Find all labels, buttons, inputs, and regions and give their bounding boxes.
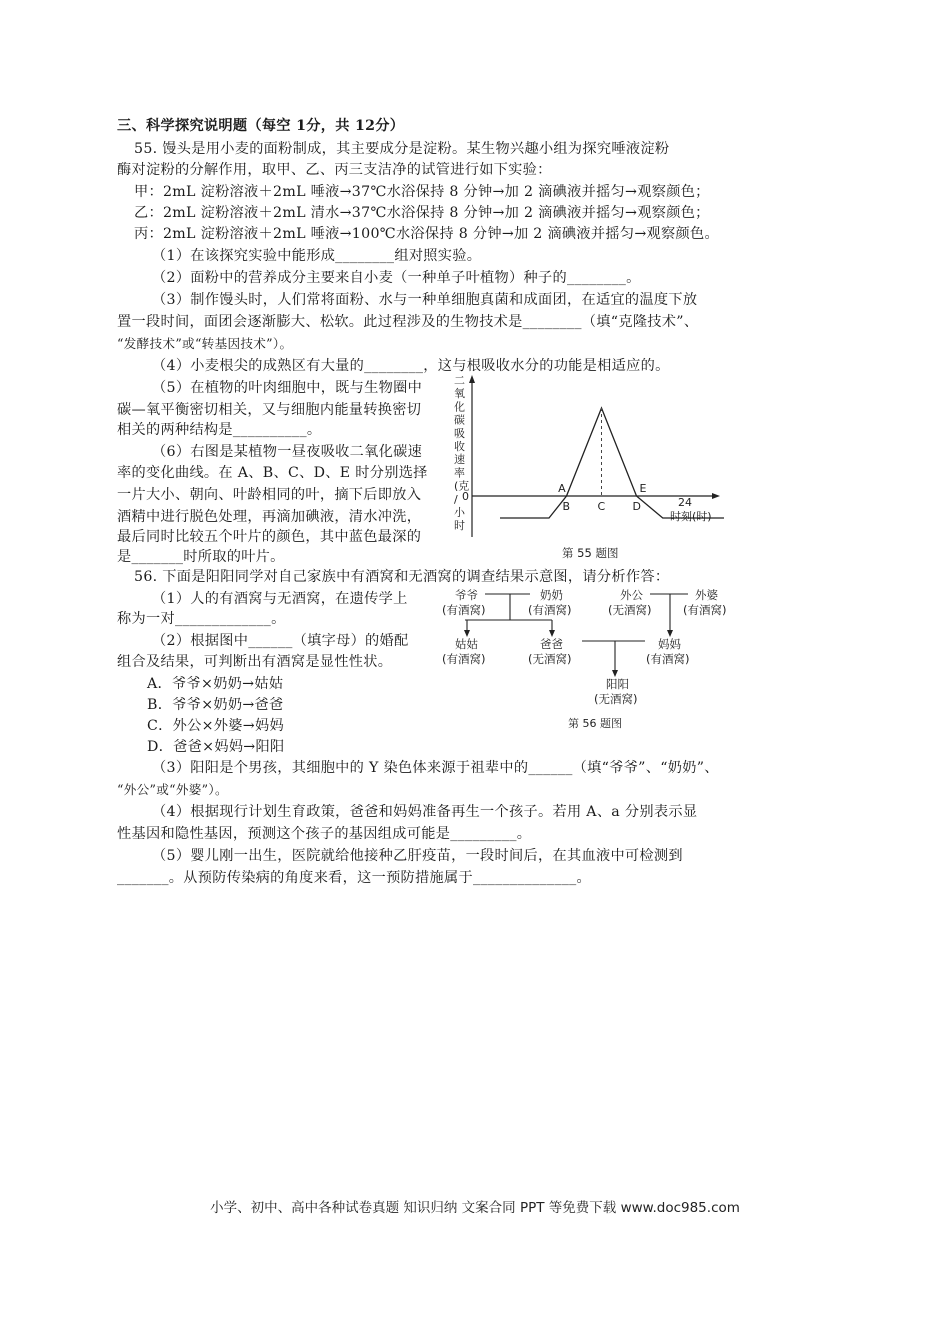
point-label-D: D — [632, 500, 641, 513]
q55-sub6-a: （6）右图是某植物一昼夜吸收二氧化碳速 — [152, 444, 423, 460]
q56-sub4-b: 性基因和隐性基因，预测这个孩子的基因组成可能是_________。 — [117, 826, 532, 842]
y-label-char: 时 — [454, 519, 465, 533]
q55-sub6-e: 最后同时比较五个叶片的颜色，其中蓝色最深的 — [117, 529, 422, 545]
q55-sub6-b: 率的变化曲线。在 A、B、C、D、E 时分别选择 — [117, 465, 428, 481]
q55-sub1: （1）在该探究实验中能形成________组对照实验。 — [152, 248, 482, 264]
q55-sub2: （2）面粉中的营养成分主要来自小麦（一种单子叶植物）种子的________。 — [152, 270, 641, 286]
q56-sub4-a: （4）根据现行计划生育政策，爸爸和妈妈准备再生一个孩子。若用 A、a 分别表示显 — [152, 804, 698, 820]
waigong-trait: (无酒窝) — [608, 603, 652, 617]
y-label-char: 吸 — [454, 426, 465, 440]
waipo-name: 外婆 — [695, 588, 718, 602]
q56-sub3-b: “外公”或“外婆”）。 — [117, 782, 228, 797]
figure-55-caption: 第 55 题图 — [562, 546, 619, 560]
y-label-char: 氧 — [454, 387, 465, 401]
y-label-char: (克 — [454, 479, 470, 493]
q56-line-1: 56. 下面是阳阳同学对自己家族中有酒窝和无酒窝的调查结果示意图，请分析作答： — [134, 569, 670, 585]
q55-sub6-f: 是_______时所取的叶片。 — [117, 549, 285, 565]
q55-sub4: （4）小麦根尖的成熟区有大量的________，这与根吸收水分的功能是相适应的。 — [152, 358, 670, 374]
mama-name: 妈妈 — [658, 637, 681, 651]
point-label-B: B — [562, 500, 571, 513]
point-label-E: E — [639, 482, 647, 495]
q56-sub3-a: （3）阳阳是个男孩，其细胞中的 Y 染色体来源于祖辈中的______（填“爷爷”、“奶奶”、 — [152, 760, 719, 776]
y-label-char: 率 — [454, 466, 465, 480]
q55-sub3-c: “发酵技术”或“转基因技术”）。 — [117, 336, 293, 351]
waigong-name: 外公 — [620, 588, 643, 602]
q56-sub2-b: 组合及结果，可判断出有酒窝是显性性状。 — [117, 654, 393, 670]
co2-rate-chart — [450, 372, 730, 562]
q55-jia: 甲：2mL 淀粉溶液＋2mL 唾液→37℃水浴保持 8 分钟→加 2 滴碘液并摇匀→观察颜色； — [134, 184, 710, 200]
y-label-char: / — [454, 492, 458, 506]
y-label-char: 收 — [454, 440, 465, 453]
nainai-name: 奶奶 — [540, 588, 563, 602]
x-axis-label: 时刻(时) — [670, 510, 712, 523]
q55-sub3-b: 置一段时间，面团会逐渐膨大、松软。此过程涉及的生物技术是________（填“克隆技术”、 — [117, 314, 699, 330]
q55-sub6-d: 酒精中进行脱色处理，再滴加碘液，清水冲洗， — [117, 509, 422, 525]
q55-sub3-a: （3）制作馒头时，人们常将面粉、水与一种单细胞真菌和成面团，在适宜的温度下放 — [152, 292, 698, 308]
q56-sub1-a: （1）人的有酒窝与无酒窝，在遗传学上 — [152, 591, 408, 607]
q56-option-d: D．爸爸×妈妈→阳阳 — [147, 739, 285, 755]
waipo-trait: (有酒窝) — [683, 603, 727, 617]
yeye-trait: (有酒窝) — [442, 603, 486, 617]
yangyang-name: 阳阳 — [606, 677, 629, 691]
gugu-name: 姑姑 — [455, 637, 478, 651]
figure-56-caption: 第 56 题图 — [568, 717, 622, 730]
y-axis-label — [454, 374, 469, 532]
arrow-yangyang — [612, 670, 618, 677]
q56-sub1-b: 称为一对_____________。 — [117, 611, 286, 627]
footer-text: 小学、初中、高中各种试卷真题 知识归纳 文案合同 PPT 等免费下载 www.doc985.com — [210, 1200, 740, 1216]
q56-sub5-b: _______。从预防传染病的角度来看，这一预防措施属于______________。 — [117, 870, 591, 886]
q56-sub2-a: （2）根据图中______（填字母）的婚配 — [152, 633, 409, 649]
q55-line-1: 55. 馒头是用小麦的面粉制成，其主要成分是淀粉。某生物兴趣小组为探究唾液淀粉 — [134, 141, 670, 157]
x-axis-arrow — [712, 493, 720, 499]
point-label-C: C — [597, 500, 606, 513]
arrow-baba — [549, 630, 555, 637]
q56-option-a: A．爷爷×奶奶→姑姑 — [147, 676, 284, 692]
q55-sub5-a: （5）在植物的叶肉细胞中，既与生物圈中 — [152, 380, 423, 396]
yangyang-trait: (无酒窝) — [594, 692, 638, 706]
q55-yi: 乙：2mL 淀粉溶液＋2mL 清水→37℃水浴保持 8 分钟→加 2 滴碘液并摇匀→观察颜色； — [134, 205, 710, 221]
gugu-trait: (有酒窝) — [442, 652, 486, 666]
origin-label: 0 — [462, 490, 469, 503]
x-end-label: 24 — [678, 496, 692, 509]
q55-bing: 丙：2mL 淀粉溶液＋2mL 唾液→100℃水浴保持 8 分钟→加 2 滴碘液并摇匀→观察颜色。 — [134, 226, 719, 242]
y-label-char: 小 — [454, 506, 465, 519]
figure-55 — [450, 372, 730, 562]
q56-sub5-a: （5）婴儿刚一出生，医院就给他接种乙肝疫苗，一段时间后，在其血液中可检测到 — [152, 848, 683, 864]
y-label-char: 二 — [454, 374, 465, 387]
y-axis-arrow — [469, 375, 475, 383]
yeye-name: 爷爷 — [455, 588, 478, 602]
arrow-gugu — [464, 630, 470, 637]
section-title: 三、科学探究说明题（每空 1分，共 12分） — [117, 118, 405, 134]
q55-sub5-b: 碳—氧平衡密切相关，又与细胞内能量转换密切 — [117, 402, 422, 418]
q56-option-b: B．爷爷×奶奶→爸爸 — [147, 697, 284, 713]
mama-trait: (有酒窝) — [646, 652, 690, 666]
y-label-char: 碳 — [454, 413, 465, 427]
q56-option-c: C．外公×外婆→妈妈 — [147, 718, 284, 734]
baba-trait: (无酒窝) — [528, 652, 572, 666]
y-label-char: 速 — [454, 453, 465, 467]
figure-56 — [430, 585, 735, 735]
baba-name: 爸爸 — [540, 637, 563, 651]
q55-sub6-c: 一片大小、朝向、叶龄相同的叶，摘下后即放入 — [117, 487, 422, 503]
pedigree-diagram — [430, 585, 735, 735]
y-label-char: 化 — [454, 400, 465, 414]
point-label-A: A — [558, 482, 566, 495]
q55-line-2: 酶对淀粉的分解作用，取甲、乙、丙三支洁净的试管进行如下实验： — [117, 162, 552, 178]
nainai-trait: (有酒窝) — [528, 603, 572, 617]
q55-sub5-c: 相关的两种结构是__________。 — [117, 422, 322, 438]
arrow-mama — [667, 630, 673, 637]
